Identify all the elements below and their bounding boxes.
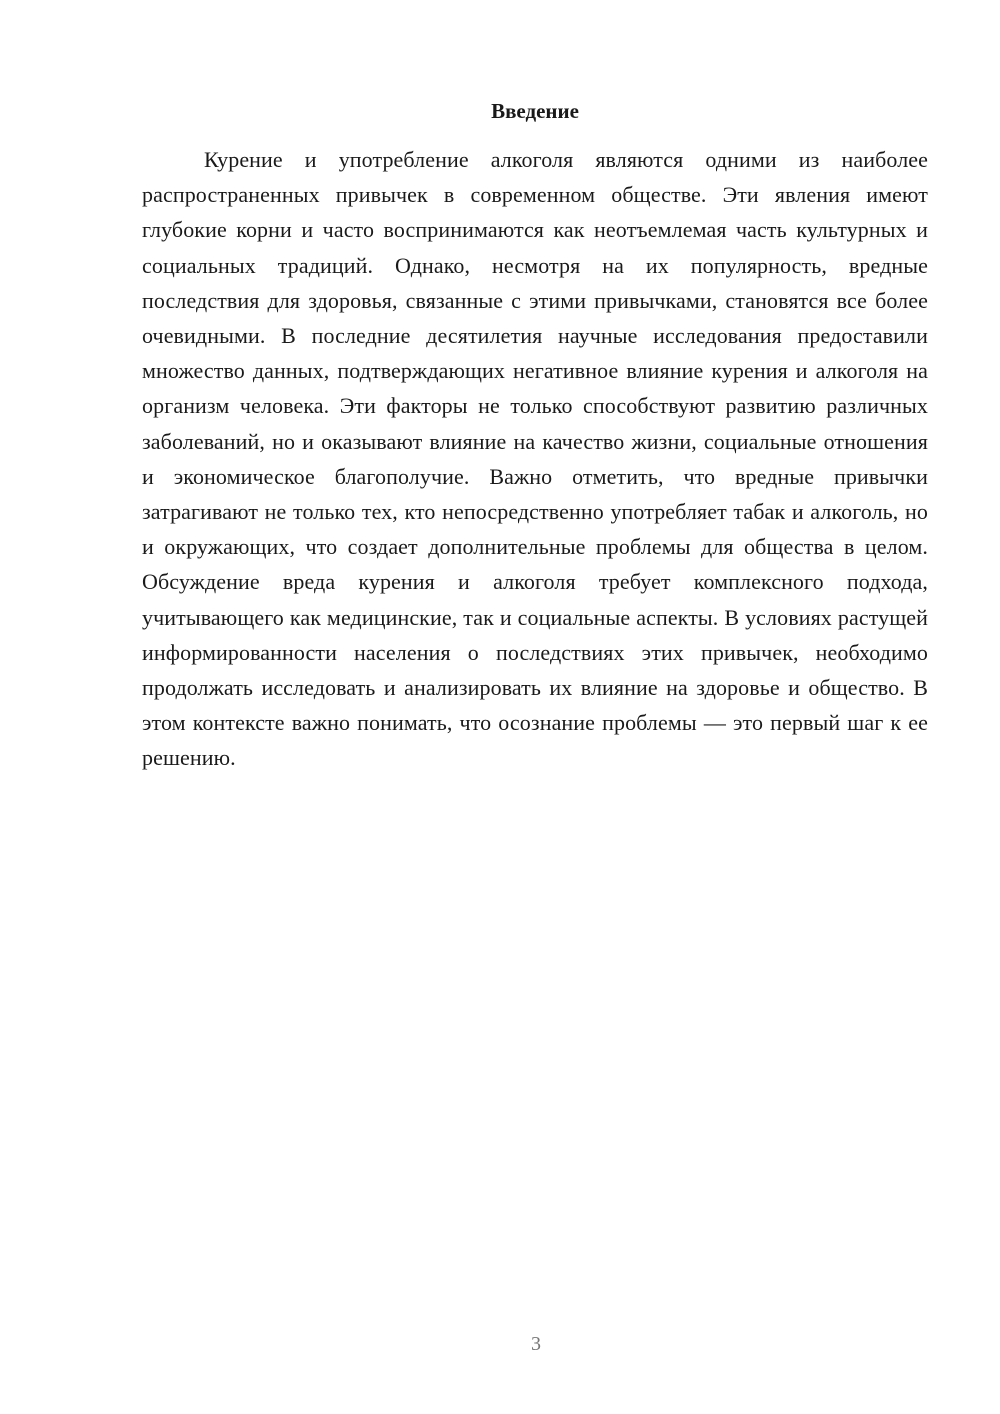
section-heading: Введение <box>491 99 579 123</box>
body-paragraph: Курение и употребление алкоголя являются одними из наиболее распространенных привычек в современном обществе. Эти явления имеют глубокие корни и часто воспринимаются как неотъемлемая часть культурных и социальных традиций. Однако, несмотря на их популярность, вредные последствия для здоровья, связанные с этими привычками, становятся все более очевидными. В последние десятилетия научные исследования предоставили множество данных, подтверждающих негативное влияние курения и алкоголя на организм человека. Эти факторы не только способствуют развитию различных заболеваний, но и оказывают влияние на качество жизни, социальные отношения и экономическое благополучие. Важно отметить, что вредные привычки затрагивают не только тех, кто непосредственно употребляет табак и алкоголь, но и окружающих, что создает дополнительные проблемы для общества в целом. Обсуждение вреда курения и алкоголя требует комплексного подхода, учитывающего как медицинские, так и социальные аспекты. В условиях растущей информированности населения о последствиях этих привычек, необходимо продолжать исследовать и анализировать их влияние на здоровье и общество. В этом контексте важно понимать, что осознание проблемы — это первый шаг к ее решению. <box>142 147 928 771</box>
page-number: 3 <box>531 1333 541 1355</box>
